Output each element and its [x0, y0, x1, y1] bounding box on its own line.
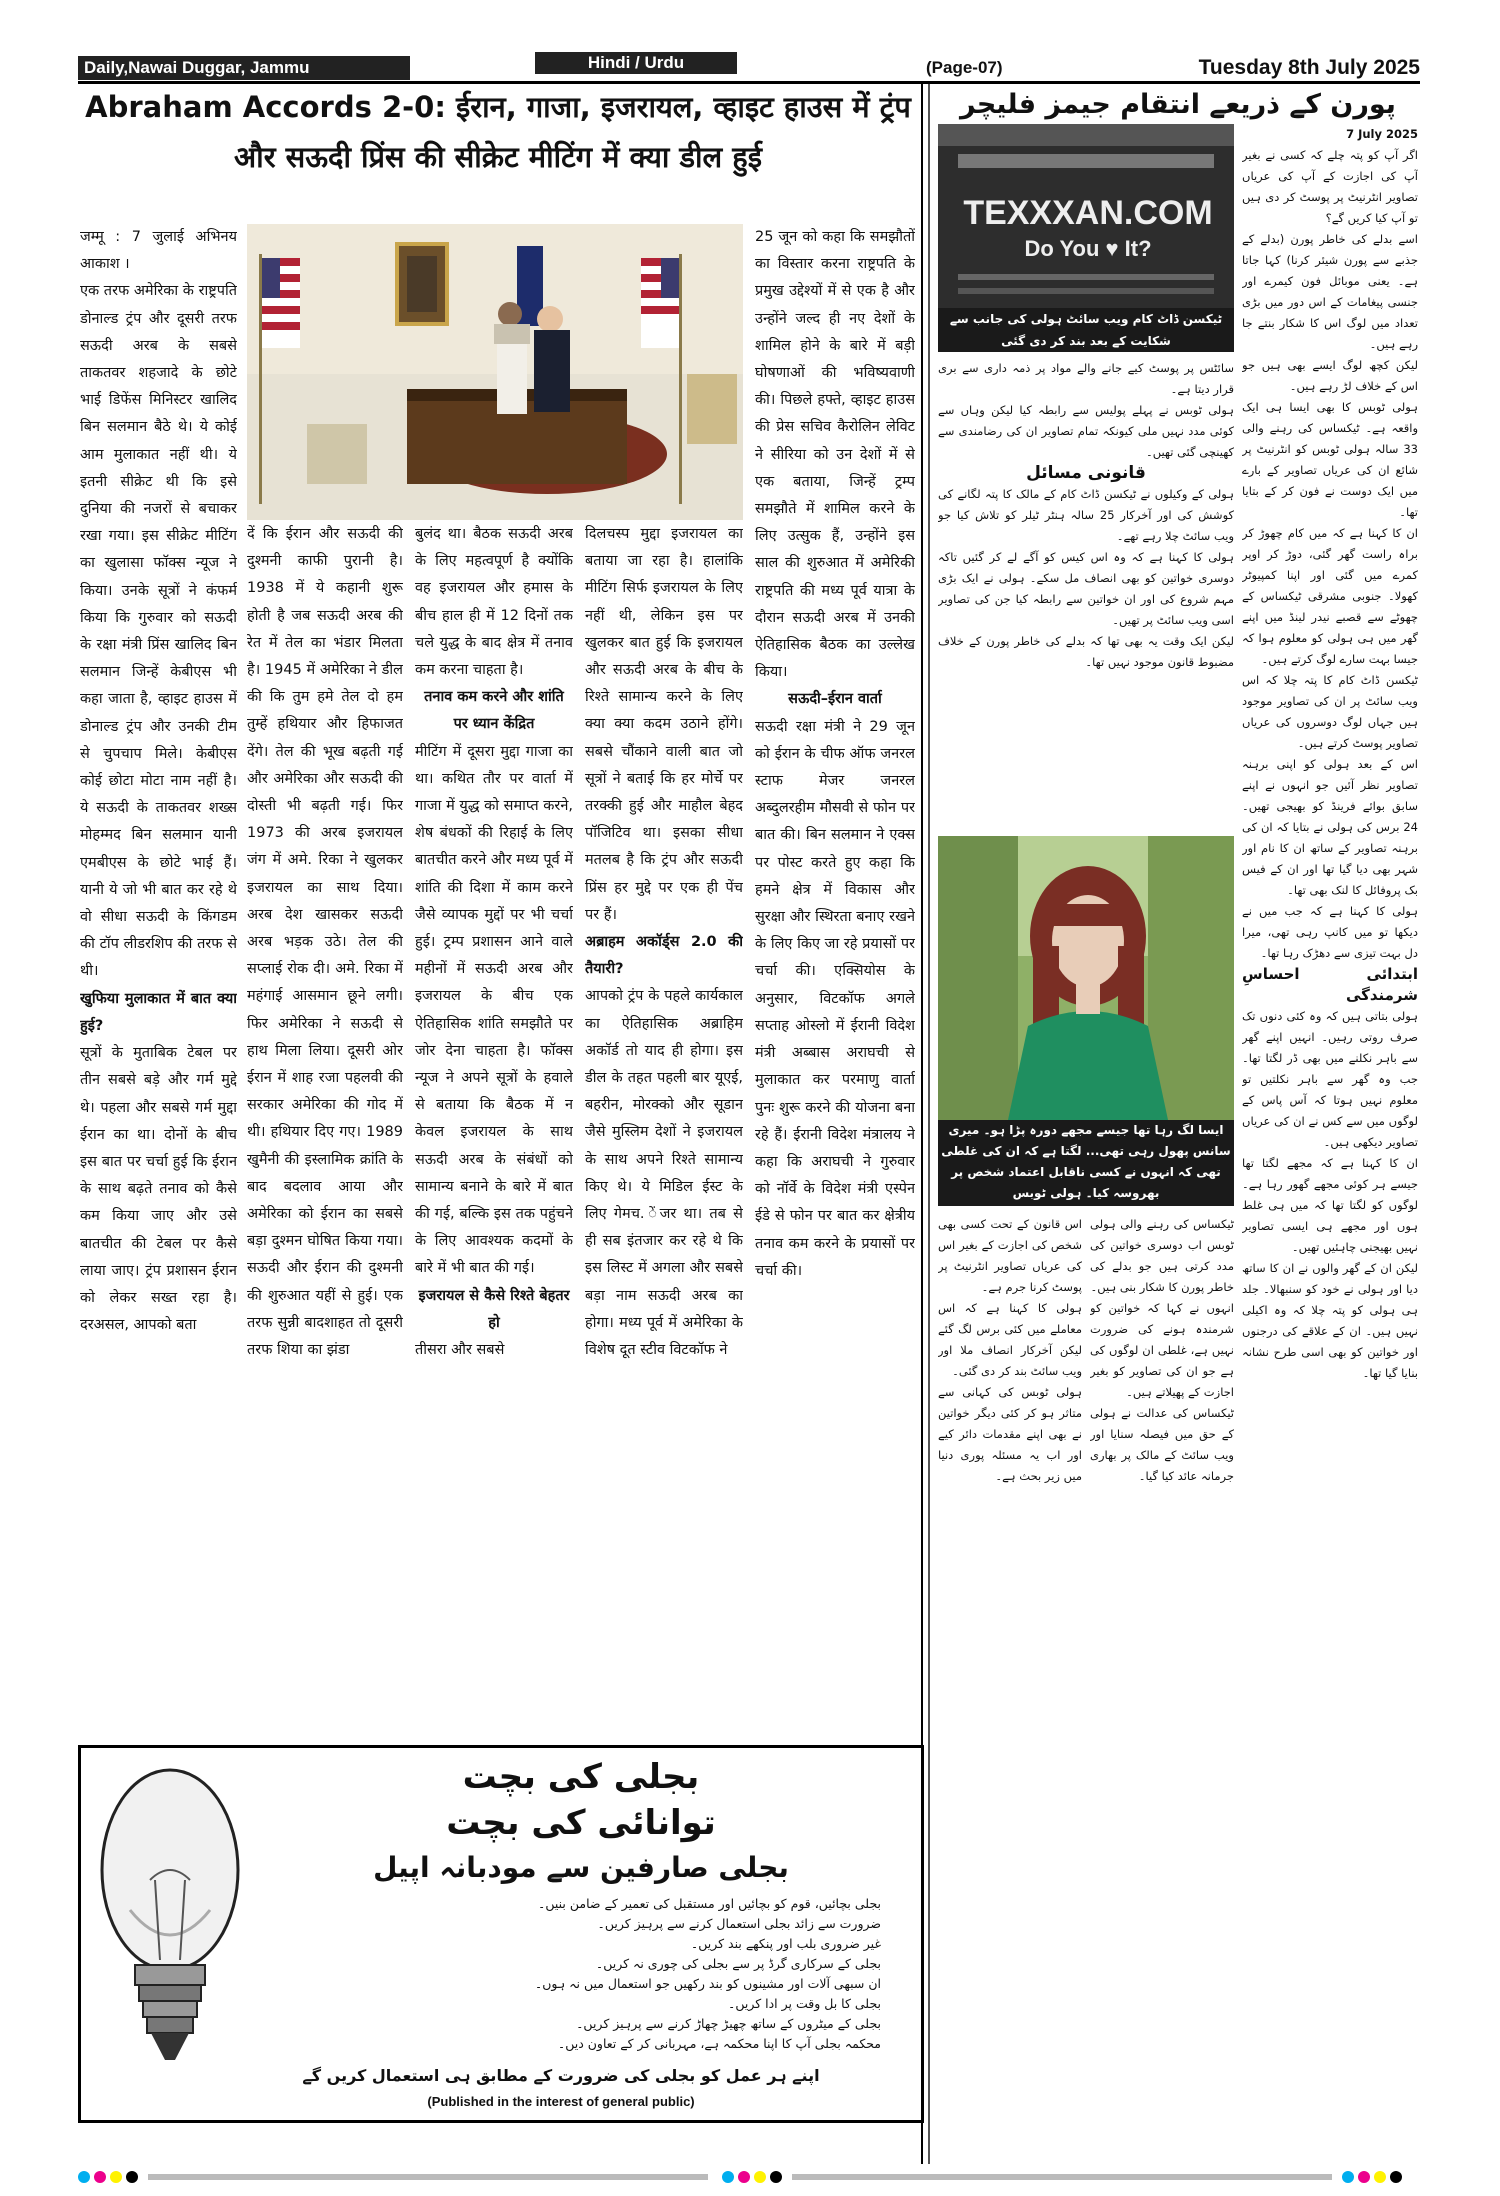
ad-footer: (Published in the interest of general public)	[427, 2094, 695, 2109]
screenshot-caption: ٹیکسن ڈاٹ کام ویب سائٹ ہولی کی جانب سے شکایت کے بعد بند کر دی گئی	[938, 308, 1234, 352]
subheading: अब्राहम अकॉर्ड्स 2.0 की तैयारी?	[585, 934, 743, 978]
ad-bullet: ضرورت سے زائد بجلی استعمال کرنے سے پرہیز کریں۔	[597, 1916, 881, 1931]
subheading: قانونی مسائل	[1026, 463, 1146, 483]
section-label: Hindi / Urdu	[535, 52, 737, 74]
paragraph: ہولی ٹوبس کی کہانی سے متاثر ہو کر کئی دیگر خواتین نے بھی اپنے مقدمات دائر کیے اور اب یہ مسئلہ پوری دنیا میں زیر بحث ہے۔	[938, 1385, 1082, 1483]
paragraph: ان کا کہنا ہے کہ میں کام چھوڑ کر براہ راست گھر گئی، دوڑ کر اوپر کمرے میں گئی اور اپنا کمپیوٹر کھولا۔ جنوبی مشرقی ٹیکساس کے چھوٹے سے قصبے نیدر لینڈ میں اپنے گھر میں ہی ہولی کو معلوم ہوا کہ جیسا بہت سارے لوگ کرتے ہیں۔	[1242, 526, 1418, 666]
ad-bullet: محکمہ بجلی آپ کا اپنا محکمہ ہے، مہربانی کر کے تعاون دیں۔	[557, 2036, 881, 2051]
paragraph: انہوں نے کہا کہ خواتین کو شرمندہ ہونے کی ضرورت نہیں ہے، غلطی ان لوگوں کی ہے جو ان کی تصاویر کو بغیر اجازت کے پھیلاتے ہیں۔	[1090, 1301, 1234, 1399]
ad-closing: اپنے ہر عمل کو بجلی کی ضرورت کے مطابق ہی استعمال کریں گے	[302, 2066, 820, 2085]
paragraph: तीसरा और सबसे	[415, 1342, 505, 1359]
paragraph: बुलंद था। बैठक सऊदी अरब के लिए महत्वपूर्ण है क्योंकि वह इजरायल और हमास के बीच हाल ही में 12 दिनों तक चले युद्ध के बाद क्षेत्र में तनाव कम करना चाहता है।	[415, 526, 573, 679]
issue-date: Tuesday 8th July 2025	[1198, 56, 1420, 79]
paragraph: सऊदी रक्षा मंत्री ने 29 जून को ईरान के चीफ ऑफ जनरल स्टाफ मेजर जनरल अब्दुलरहीम मौसवी से फोन पर बात की। बिन सलमान ने एक्स पर पोस्ट करते हुए कहा कि हमने क्षेत्र में विकास और सुरक्षा और स्थिरता बनाए रखने के लिए किए जा रहे प्रयासों पर चर्चा की। एक्सियोस के अनुसार, विटकॉफ अगले सप्ताह ओस्लो में ईरानी विदेश मंत्री अब्बास अराघची से मुलाकात कर परमाणु वार्ता पुनः शुरू करने की योजना बना रहे हैं। ईरानी विदेश मंत्रालय ने कहा कि अराघची ने गुरुवार को नॉर्वे के विदेश मंत्री एस्पेन ईडे से फोन पर बात कर क्षेत्रीय तनाव कम करने के प्रयासों पर चर्चा की।	[755, 718, 915, 1279]
paragraph: ہولی کا کہنا ہے کہ جب میں نے دیکھا تو میں کانپ رہی تھی، میرا دل بہت تیزی سے دھڑک رہا تھا۔	[1242, 904, 1418, 960]
hindi-column-4	[585, 521, 743, 1699]
ad-title-3: بجلی صارفین سے مودبانہ اپیل	[373, 1851, 789, 1884]
screenshot-logo: TEXXXAN.COM	[963, 194, 1213, 232]
light-bulb-icon	[95, 1760, 245, 2080]
ad-bullet-list	[281, 1894, 881, 2054]
hindi-column-5	[755, 224, 915, 1699]
dateline: जम्मू : 7 जुलाई अभिनय आकाश ।	[80, 229, 237, 273]
urdu-frame	[928, 84, 930, 2164]
hindi-column-3	[415, 521, 573, 1699]
paragraph: سائٹس پر پوسٹ کیے جانے والے مواد پر ذمہ داری سے بری قرار دیتا ہے۔	[938, 361, 1234, 396]
paragraph: 25 जून को कहा कि समझौतों का विस्तार करना राष्ट्रपति के प्रमुख उद्देश्यों में से एक है और उन्होंने जल्द ही नए देशों के शामिल होने के बारे में बड़ी घोषणाओं की भविष्यवाणी की। पिछले हफ्ते, व्हाइट हाउस की प्रेस सचिव कैरोलिन लेविट ने सीरिया को उन देशों में से एक बताया, जिन्हें ट्रम्प समझौते में शामिल करने के लिए उत्सुक हैं, उन्होंने इस साल की शुरुआत में अमेरिकी राष्ट्रपति की मध्य पूर्व यात्रा के दौरान सऊदी अरब में उनकी ऐतिहासिक बैठक का उल्लेख किया।	[755, 229, 915, 681]
paragraph: ہولی کے وکیلوں نے ٹیکسن ڈاٹ کام کے مالک کا پتہ لگانے کی کوشش کی اور آخرکار 25 سالہ ہنٹر ٹیلر کو تلاش کیا جو ویب سائٹ چلا رہے تھے۔	[938, 487, 1234, 543]
hindi-column-2	[247, 521, 403, 1699]
subheading: इजरायल से कैसे रिश्ते बेहतर हो	[418, 1287, 570, 1331]
paragraph: ٹیکسن ڈاٹ کام کا پتہ چلا کہ اس ویب سائٹ پر ان کی تصاویر موجود ہیں جہاں لوگ دوسروں کی عریاں تصاویر پوسٹ کرتے ہیں۔	[1242, 673, 1418, 750]
paragraph: ٹیکساس کی رہنے والی ہولی ٹوبس اب دوسری خواتین کی مدد کرتی ہیں جو بدلے کی خاطر پورن کا شکار بنی ہیں۔	[1090, 1217, 1234, 1294]
ad-bullet: غیر ضروری بلب اور پنکھے بند کریں۔	[690, 1936, 881, 1951]
paragraph: दें कि ईरान और सऊदी की दुश्मनी काफी पुरानी है। 1938 में ये कहानी शुरू होती है जब सऊदी अरब की रेत में तेल का भंडार मिलता है। 1945 में अमेरिका ने डील की कि तुम हमे तेल दो हम तुम्हें हथियार और हिफाजत देंगे। तेल की भूख बढ़ती गई और अमेरिका और सऊदी की दोस्ती भी बढ़ती गई। फिर 1973 की अरब इजरायल जंग में अमे. रिका ने खुलकर इजरायल का साथ दिया। अरब देश खासकर सऊदी अरब भड़क उठे। तेल की सप्लाई रोक दी। अमे. रिका में महंगाई आसमान छूने लगी। फिर अमेरिका ने सऊदी से हाथ मिला लिया। दूसरी ओर ईरान में शाह रजा पहलवी की सरकार अमेरिका की गोद में थी। हथियार दिए गए। 1989 खुमैनी की इस्लामिक क्रांति के बाद बदलाव आया और अमेरिका को ईरान का सबसे बड़ा दुश्मन घोषित किया गया। सऊदी और ईरान की दुश्मनी की शुरुआत यहीं से हुई। एक तरफ सुन्नी बादशाहत तो दूसरी तरफ शिया का झंडा	[247, 526, 403, 1359]
urdu-column-middle	[938, 358, 1234, 828]
page-number: (Page-07)	[926, 58, 1003, 77]
ad-title-2: توانائی کی بچت	[446, 1803, 716, 1843]
paragraph: मीटिंग में दूसरा मुद्दा गाजा का था। कथित तौर पर वार्ता में गाजा में युद्ध को समाप्त करने, शेष बंधकों की रिहाई के लिए बातचीत करने और मध्य पूर्व में शांति की दिशा में काम करने जैसे व्यापक मुद्दों पर भी चर्चा हुई। ट्रम्प प्रशासन आने वाले महीनों में सऊदी अरब और इजरायल के बीच एक ऐतिहासिक शांति समझौते पर जोर देना चाहता है। फॉक्स न्यूज ने अपने सूत्रों के हवाले से बताया कि बैठक में न केवल इजरायल के साथ सऊदी अरब के संबंधों को सामान्य बनाने के बारे में बात की गई, बल्कि इस तक पहुंचने के लिए आवश्यक कदमों के बारे में भी बात की गई।	[415, 743, 573, 1277]
paragraph: ہولی ٹوبس کا بھی ایسا ہی ایک واقعہ ہے۔ ٹیکساس کی رہنے والی 33 سالہ ہولی ٹوبس کو انٹرنیٹ پر شائع ان کی عریاں تصاویر کے بارے میں ایک دوست نے فون کر کے بتایا تھا۔	[1242, 400, 1418, 519]
paragraph: एक तरफ अमेरिका के राष्ट्रपति डोनाल्ड ट्रंप और दूसरी तरफ सऊदी अरब के सबसे ताकतवर शहजादे के छोटे भाई डिफेंस मिनिस्टर खालिद बिन सलमान बैठे थे। ये कोई आम मुलाकात नहीं थी। ये इतनी सीक्रेट थी कि इसे दुनिया की नजरों से बचाकर रखा गया। इस सीक्रेट मीटिंग का खुलासा फॉक्स न्यूज ने किया। उनके सूत्रों ने कंफर्म किया कि गुरुवार को सऊदी के रक्षा मंत्री प्रिंस खालिद बिन सलमान जिन्हें केबीएस भी कहा जाता है, व्हाइट हाउस में डोनाल्ड ट्रंप और उनकी टीम से चुपचाप मिले। केबीएस कोई छोटा मोटा नाम नहीं है। ये सऊदी के ताकतवर शख्स मोहम्मद बिन सलमान यानी एमबीएस के छोटे भाई हैं। यानी ये जो भी बात कर रहे थे वो सीधा सऊदी के किंगडम की टॉप लीडरशिप की तरफ से थी।	[80, 283, 237, 980]
electricity-saving-ad	[78, 1745, 924, 2123]
paragraph: لیکن ان کے گھر والوں نے ان کا ساتھ دیا اور ہولی نے خود کو سنبھالا۔ جلد ہی ہولی کو پتہ چلا کہ وہ اکیلی نہیں ہیں۔ ان کے علاقے کی درجنوں اور خواتین کو بھی اسی طرح نشانہ بنایا گیا تھا۔	[1242, 1261, 1418, 1380]
subheading: खुफिया मुलाकात में बात क्या हुई?	[80, 990, 237, 1034]
paragraph: لیکن ایک وقت یہ بھی تھا کہ بدلے کی خاطر پورن کے خلاف مضبوط قانون موجود نہیں تھا۔	[938, 634, 1234, 669]
paragraph: اسے بدلے کی خاطر پورن (بدلے کے جذبے سے پورن شیئر کرنا) کہا جاتا ہے۔ یعنی موبائل فون کیمرے اور جنسی پیغامات کے اس دور میں بڑی تعداد میں لوگ اس کا شکار بنتے جا رہے ہیں۔	[1242, 232, 1418, 351]
registration-marks	[78, 2170, 1418, 2184]
paragraph: اس کے بعد ہولی کو اپنی برہنہ تصاویر نظر آئیں جو انہوں نے اپنے سابق بوائے فرینڈ کو بھیجی تھیں۔ 24 برس کی ہولی نے بتایا کہ ان کی برہنہ تصاویر کے ساتھ ان کا نام اور شہر بھی دیا گیا تھا اور ان کے فیس بک پروفائل کا لنک بھی تھا۔	[1242, 757, 1418, 897]
paper-name: Daily,Nawai Duggar, Jammu	[78, 56, 410, 80]
portrait-caption: ایسا لگ رہا تھا جیسے مجھے دورہ پڑا ہو۔ میری سانس پھول رہی تھی... لگتا ہے کہ ان کی غلطی تھی کہ انہوں نے کسی ناقابل اعتماد شخص پر بھروسہ کیا۔ ہولی ٹوبس	[938, 1120, 1234, 1206]
paragraph: ہولی بتاتی ہیں کہ وہ کئی دنوں تک صرف روتی رہیں۔ انہیں اپنے گھر سے باہر نکلنے میں بھی ڈر لگتا تھا۔ جب وہ گھر سے باہر نکلتیں تو معلوم نہیں ہوتا کہ آس پاس کے لوگوں میں سے کس نے ان کی عریاں تصاویر دیکھی ہیں۔	[1242, 1009, 1418, 1149]
paragraph: सूत्रों के मुताबिक टेबल पर तीन सबसे बड़े और गर्म मुद्दे थे। पहला और सबसे गर्म मुद्दा ईरान का था। दोनों के बीच इस बात पर चर्चा हुई कि ईरान के साथ बढ़ते तनाव को कैसे कम किया जाए और उसे बातचीत की टेबल पर कैसे लाया जाए। ट्रंप प्रशासन ईरान को लेकर सख्त रहा है। दरअसल, आपको बता	[80, 1045, 237, 1334]
paragraph: ہولی ٹوبس نے پہلے پولیس سے رابطہ کیا لیکن وہاں سے کوئی مدد نہیں ملی کیونکہ تمام تصاویر ان کی رضامندی سے کھینچی گئی تھیں۔	[938, 403, 1234, 459]
website-screenshot	[938, 124, 1234, 352]
ad-bullet: بجلی کے سرکاری گرڈ پر سے بجلی کی چوری نہ کریں۔	[595, 1956, 881, 1971]
ad-bullet: بجلی کا بل وقت پر ادا کریں۔	[728, 1996, 881, 2011]
paragraph: ہولی کا کہنا ہے کہ وہ اس کیس کو آگے لے کر گئیں تاکہ دوسری خواتین کو بھی انصاف مل سکے۔ ہولی نے ایک بڑی مہم شروع کی اور ان خواتین سے رابطہ کیا جن کی تصاویر اسی ویب سائٹ پر تھیں۔	[938, 550, 1234, 627]
oval-office-photo	[247, 224, 743, 520]
ad-title-1: بجلی کی بچت	[462, 1757, 700, 1797]
urdu-column-right	[1242, 124, 1418, 2004]
paragraph: اگر آپ کو پتہ چلے کہ کسی نے بغیر آپ کی اجازت کے آپ کی عریاں تصاویر انٹرنیٹ پر پوسٹ کر دی ہیں تو آپ کیا کریں گے؟	[1242, 148, 1418, 225]
paragraph: اس قانون کے تحت کسی بھی شخص کی اجازت کے بغیر اس کی عریاں تصاویر انٹرنیٹ پر پوسٹ کرنا جرم ہے۔	[938, 1217, 1082, 1294]
hindi-headline: Abraham Accords 2-0: ईरान, गाजा, इजरायल, व्हाइट हाउस में ट्रंप और सऊदी प्रिंस की सीक्रेट मीटिंग में क्या डील हुई	[85, 90, 911, 174]
paragraph: لیکن کچھ لوگ ایسے بھی ہیں جو اس کے خلاف لڑ رہے ہیں۔	[1242, 358, 1418, 393]
urdu-column-lower-left	[938, 1214, 1082, 2004]
ad-bullet: بجلی کے میٹروں کے ساتھ چھیڑ چھاڑ کرنے سے پرہیز کریں۔	[576, 2016, 881, 2031]
ad-bullet: بجلی بچائیں، قوم کو بچائیں اور مستقبل کی تعمیر کے ضامن بنیں۔	[538, 1896, 881, 1911]
urdu-headline: پورن کے ذریعے انتقام جیمز فلیچر	[960, 89, 1396, 120]
holly-portrait-photo	[938, 836, 1234, 1120]
ad-bullet: ان سبھی آلات اور مشینوں کو بند رکھیں جو استعمال میں نہ ہوں۔	[534, 1976, 881, 1991]
urdu-column-lower-right	[1090, 1214, 1234, 2004]
paragraph: ان کا کہنا ہے کہ مجھے لگتا تھا جیسے ہر کوئی مجھے گھور رہا ہے۔ لوگوں کو لگتا تھا کہ میں ہی غلط ہوں اور مجھے ہی ایسی تصاویر نہیں بھیجنی چاہئیں تھیں۔	[1242, 1156, 1418, 1254]
paragraph: आपको ट्रंप के पहले कार्यकाल का ऐतिहासिक अब्राहिम अकॉर्ड तो याद ही होगा। इस डील के तहत पहली बार यूएई, बहरीन, मोरक्को और सूडान जैसे मुस्लिम देशों ने इजरायल के साथ अपने रिश्ते सामान्य किए थे। ये मिडिल ईस्ट के लिए गेमच. ेंजर था। तब से ही सब इंतजार कर रहे थे कि इस लिस्ट में अगला और सबसे बड़ा नाम सऊदी अरब का होगा। मध्य पूर्व में अमेरिका के विशेष दूत स्टीव विटकॉफ ने	[585, 988, 743, 1359]
hindi-column-1	[80, 224, 237, 1699]
subheading: सऊदी–ईरान वार्ता	[788, 691, 882, 708]
paragraph: ہولی کا کہنا ہے کہ اس معاملے میں کئی برس لگ گئے لیکن آخرکار انصاف ملا اور ویب سائٹ بند کر دی گئی۔	[938, 1301, 1082, 1378]
paragraph: दिलचस्प मुद्दा इजरायल का बताया जा रहा है। हालांकि मीटिंग सिर्फ इजरायल के लिए नहीं थी, लेकिन इस पर खुलकर बात हुई कि इजरायल और सऊदी अरब के बीच के रिश्ते सामान्य करने के लिए क्या क्या कदम उठाने होंगे। सबसे चौंकाने वाली बात जो सूत्रों ने बताई कि हर मोर्चे पर तरक्की हुई और माहौल बेहद पॉजिटिव था। इसका सीधा मतलब है कि ट्रंप और सऊदी प्रिंस हर मुद्दे पर एक ही पेंच पर हैं।	[585, 526, 743, 923]
paragraph: ٹیکساس کی عدالت نے ہولی کے حق میں فیصلہ سنایا اور ویب سائٹ کے مالک پر بھاری جرمانہ عائد کیا گیا۔	[1090, 1406, 1234, 1483]
subheading: तनाव कम करने और शांति पर ध्यान केंद्रित	[424, 689, 564, 733]
screenshot-tagline: Do You ♥ It?	[1024, 236, 1152, 261]
dateline: 7 July 2025	[1346, 127, 1418, 141]
subheading: ابتدائی احساسِ شرمندگی	[1242, 965, 1418, 1004]
